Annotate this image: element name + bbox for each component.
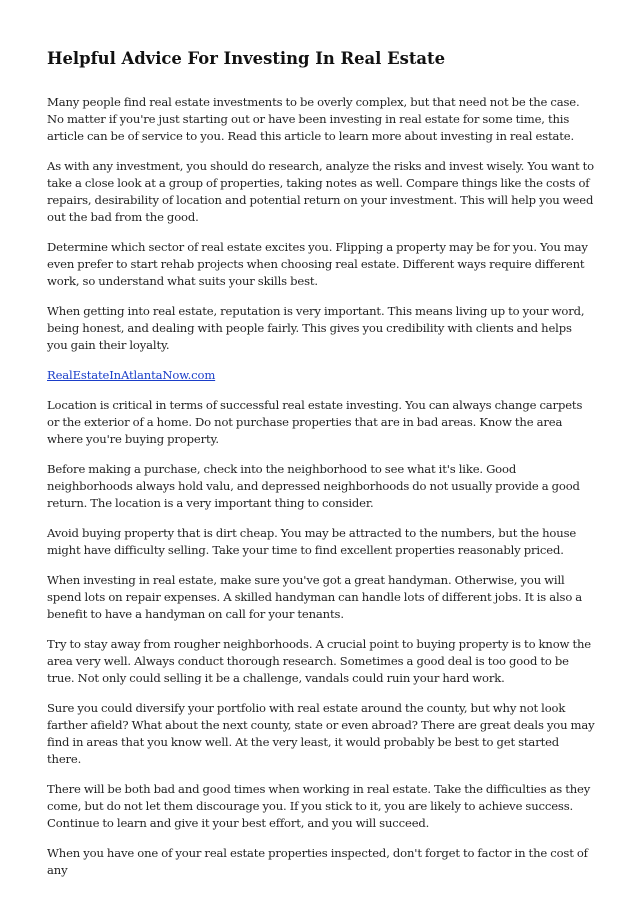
document-title: Helpful Advice For Investing In Real Estate — [47, 49, 446, 68]
paragraph-sector: Determine which sector of real estate excites you. Flipping a property may be for you. You may even prefer to start rehab projects when choosing real estate. Different ways require different work, so understand what suits your skills best. — [47, 240, 588, 288]
paragraph-location: Location is critical in terms of successful real estate investing. You can always change carpets or the exterior of a home. Do not purchase properties that are in bad areas. Know the area where you're buying property. — [47, 398, 583, 446]
paragraph-inspection: When you have one of your real estate properties inspected, don't forget to factor in the cost of any — [47, 846, 588, 877]
link-paragraph — [47, 367, 595, 384]
document-page — [47, 48, 595, 892]
paragraph-rough-neighborhoods: Try to stay away from rougher neighborhoods. A crucial point to buying property is to know the area very well. Always conduct thorough research. Sometimes a good deal is too good to be true. Not only could selling it be a challenge, vandals could ruin your hard work. — [47, 637, 591, 685]
source-link[interactable]: RealEstateInAtlantaNow.com — [47, 368, 216, 382]
paragraph-intro: Many people find real estate investments to be overly complex, but that need not be the case. No matter if you're just starting out or have been investing in real estate for some time, this article can be of service to you. Read this article to learn more about investing in real estate. — [47, 95, 580, 143]
paragraph-neighborhood: Before making a purchase, check into the neighborhood to see what it's like. Good neighborhoods always hold valu, and depressed neighborhoods do not usually provide a good return. The location is a very important thing to consider. — [47, 462, 580, 510]
paragraph-diversify: Sure you could diversify your portfolio with real estate around the county, but why not look farther afield? What about the next county, state or even abroad? There are great deals you may find in areas that you know well. At the very least, it would probably be best to get started there. — [47, 701, 595, 766]
paragraph-dirt-cheap: Avoid buying property that is dirt cheap. You may be attracted to the numbers, but the house might have difficulty selling. Take your time to find excellent properties reasonably priced. — [47, 526, 577, 557]
paragraph-research: As with any investment, you should do research, analyze the risks and invest wisely. You want to take a close look at a group of properties, taking notes as well. Compare things like the costs of repairs, desirability of location and potential return on your investment. This will help you weed out the bad from the good. — [47, 159, 594, 224]
paragraph-good-bad-times: There will be both bad and good times when working in real estate. Take the difficulties as they come, but do not let them discourage you. If you stick to it, you are likely to achieve success. Continue to learn and give it your best effort, and you will succeed. — [47, 782, 591, 830]
paragraph-handyman: When investing in real estate, make sure you've got a great handyman. Otherwise, you will spend lots on repair expenses. A skilled handyman can handle lots of different jobs. It is also a benefit to have a handyman on call for your tenants. — [47, 573, 583, 621]
paragraph-reputation: When getting into real estate, reputation is very important. This means living up to your word, being honest, and dealing with people fairly. This gives you credibility with clients and helps you gain their loyalty. — [47, 304, 585, 352]
